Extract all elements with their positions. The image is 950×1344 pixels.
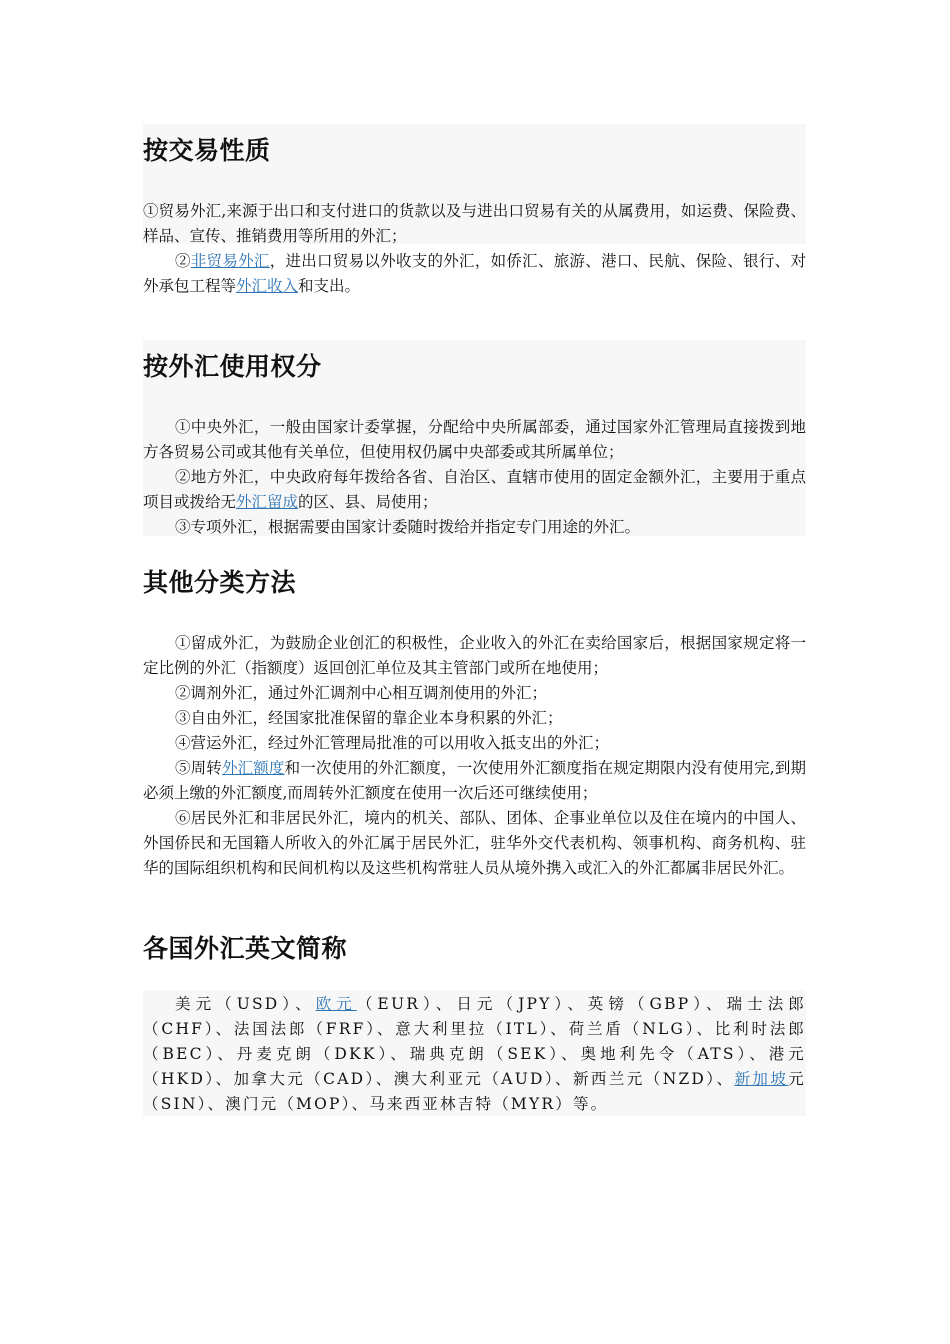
link-forex-quota[interactable]: 外汇额度 <box>221 759 285 777</box>
paragraph-non-trade-forex <box>143 249 806 299</box>
text: ②地方外汇，中央政府每年拨给各省、自治区、直辖市使用的固定金额外汇，主要用于重点项目或拨给无 <box>143 468 806 511</box>
heading-currency-codes: 各国外汇英文简称 <box>143 934 348 963</box>
text: 和支出。 <box>298 277 361 295</box>
section-usage-right <box>143 352 806 540</box>
paragraph-operating-forex: ④营运外汇，经过外汇管理局批准的可以用收入抵支出的外汇； <box>175 734 610 752</box>
paragraph-central-forex: ①中央外汇，一般由国家计委掌握，分配给中央所属部委，通过国家外汇管理局直接拨到地方各贸易公司或其他有关单位，但使用权仍属中央部委或其所属单位； <box>143 418 806 461</box>
section-currency-codes <box>143 934 806 1117</box>
text: 的区、县、局使用； <box>298 493 438 511</box>
link-forex-income[interactable]: 外汇收入 <box>236 277 299 295</box>
text: ② <box>175 252 191 270</box>
paragraph-currency-list <box>143 992 806 1117</box>
paragraph-free-forex: ③自由外汇，经国家批准保留的靠企业本身积累的外汇； <box>175 709 563 727</box>
text: （EUR）、日元（JPY）、英镑（GBP）、瑞士法郎（CHF）、法国法郎（FRF）、意大利里拉（ITL）、荷兰盾（NLG）、比利时法郎（BEC）、丹麦克朗（DKK）、瑞典克朗（SEK）、奥地利先令（ATS）、港元（HKD）、加拿大元（CAD）、澳大利亚元（AUD）、新西兰元（NZD）、 <box>143 995 807 1088</box>
paragraph-adjusted-forex: ②调剂外汇，通过外汇调剂中心相互调剂使用的外汇； <box>175 684 548 702</box>
link-euro[interactable]: 欧元 <box>315 995 357 1013</box>
link-non-trade-forex[interactable]: 非贸易外汇 <box>190 252 270 270</box>
link-singapore[interactable]: 新加坡 <box>734 1070 789 1088</box>
paragraph-revolving-forex <box>143 756 806 806</box>
heading-other-methods: 其他分类方法 <box>143 568 297 597</box>
paragraph-special-forex: ③专项外汇，根据需要由国家计委随时拨给并指定专门用途的外汇。 <box>175 518 641 536</box>
link-forex-retention[interactable]: 外汇留成 <box>236 493 299 511</box>
text: ，进出口贸易以外收支的外汇，如侨汇、旅游、港口、民航、保险、银行、对外承包工程等 <box>143 252 806 295</box>
paragraph-trade-forex: ①贸易外汇,来源于出口和支付进口的货款以及与进出口贸易有关的从属费用，如运费、保险费、样品、宣传、推销费用等所用的外汇； <box>143 202 806 245</box>
heading-usage-right: 按外汇使用权分 <box>143 352 322 381</box>
section-other-methods <box>143 568 806 881</box>
text: 和一次使用的外汇额度，一次使用外汇额度指在规定期限内没有使用完,到期必须上缴的外汇额度,而周转外汇额度在使用一次后还可继续使用； <box>143 759 806 802</box>
paragraph-local-forex <box>143 465 806 515</box>
text: ⑤周转 <box>175 759 222 777</box>
section-trade-nature <box>143 136 806 299</box>
text: 元（SIN）、澳门元（MOP）、马来西亚林吉特（MYR）等。 <box>143 1070 806 1113</box>
paragraph-resident-forex: ⑥居民外汇和非居民外汇，境内的机关、部队、团体、企事业单位以及住在境内的中国人、外国侨民和无国籍人所收入的外汇属于居民外汇，驻华外交代表机构、领事机构、商务机构、驻华的国际组织机构和民间机构以及这些机构常驻人员从境外携入或汇入的外汇都属非居民外汇。 <box>143 809 806 877</box>
heading-trade-nature: 按交易性质 <box>143 136 271 165</box>
text: 美元（USD）、 <box>175 995 316 1013</box>
paragraph-retained-forex: ①留成外汇，为鼓励企业创汇的积极性，企业收入的外汇在卖给国家后，根据国家规定将一定比例的外汇（指额度）返回创汇单位及其主管部门或所在地使用； <box>143 634 806 677</box>
